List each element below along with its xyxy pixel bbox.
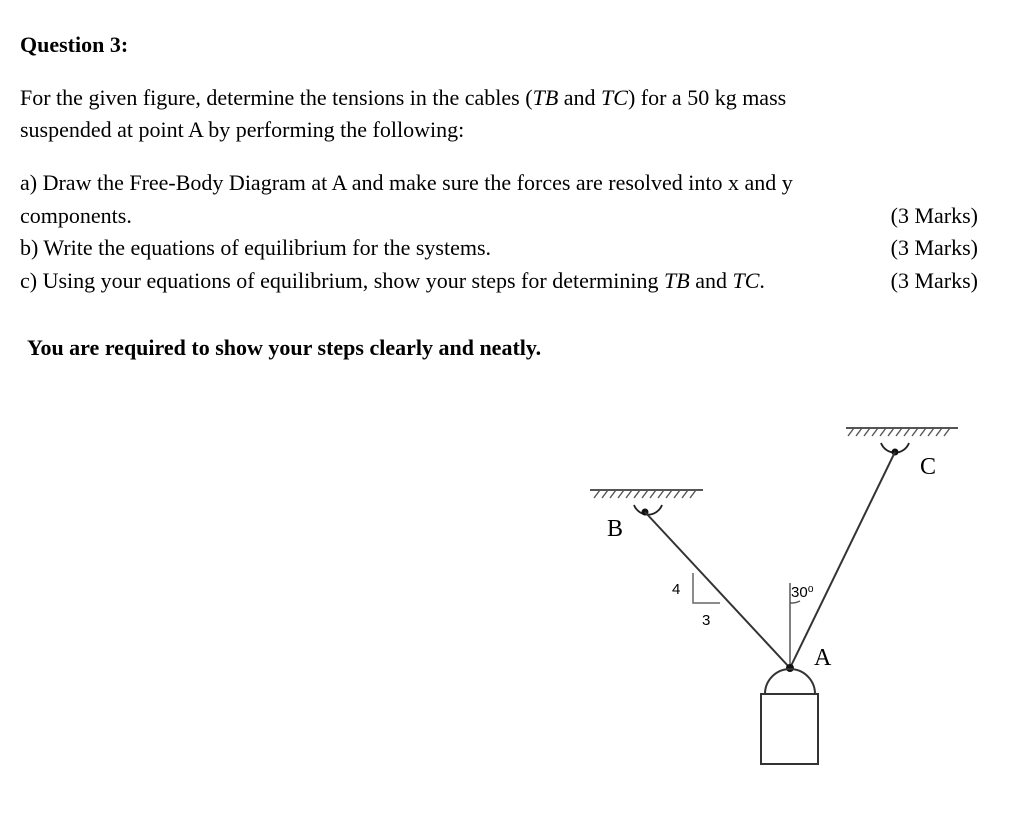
part-a-line-2: components. [20, 203, 132, 228]
intro-line-2: suspended at point A by performing the following: [20, 117, 465, 142]
intro-text-start: For the given figure, determine the tensions in the cables ( [20, 85, 533, 110]
instruction-text: You are required to show your steps clearly and neatly. [27, 335, 542, 360]
slope-rise-label: 4 [672, 581, 681, 598]
tb-symbol: TB [532, 85, 559, 110]
ceiling-support-b [590, 490, 703, 516]
suspended-mass [761, 694, 818, 764]
part-c-and-text: and [689, 268, 733, 293]
part-a-marks: (3 Marks) [890, 203, 978, 228]
part-c-period: . [759, 268, 765, 293]
part-c-tc-symbol: TC [732, 268, 760, 293]
cable-ac [790, 452, 895, 668]
question-title: Question 3: [20, 32, 129, 57]
angle-arc [790, 601, 800, 603]
mass-hook [765, 669, 815, 694]
tc-symbol: TC [601, 85, 628, 110]
cable-ab [645, 512, 790, 668]
slope-run-label: 3 [702, 612, 711, 629]
label-c: C [920, 454, 937, 480]
part-a-line-1: a) Draw the Free-Body Diagram at A and make sure the forces are resolved into x and y [20, 170, 793, 195]
part-c-text-start: c) Using your equations of equilibrium, show your steps for determining [20, 268, 665, 293]
intro-text-end: ) for a 50 kg mass [627, 85, 787, 110]
ceiling-support-c [846, 428, 958, 456]
label-a: A [814, 645, 832, 671]
part-c-tb-symbol: TB [664, 268, 690, 293]
part-b-marks: (3 Marks) [890, 235, 978, 260]
angle-label: 30⁰ [791, 584, 814, 601]
part-b-line: b) Write the equations of equilibrium for the systems. [20, 235, 492, 260]
part-c-marks: (3 Marks) [890, 268, 978, 293]
and-text: and [558, 85, 602, 110]
label-b: B [607, 516, 624, 542]
